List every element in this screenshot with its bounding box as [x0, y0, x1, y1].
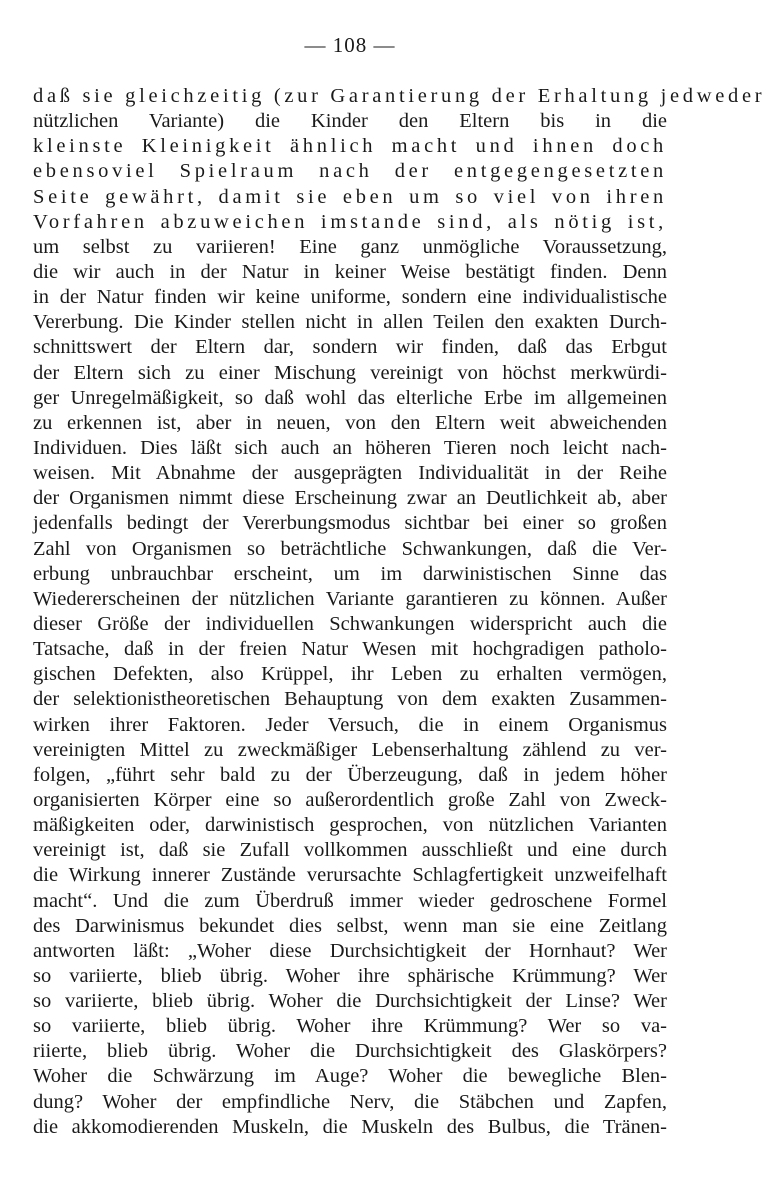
text-line: Individuen. Dies läßt sich auch an höheren Tieren noch leicht nach- — [33, 436, 667, 459]
text-line: zu erkennen ist, aber in neuen, von den Eltern weit abweichenden — [33, 411, 667, 434]
text-line: in der Natur finden wir keine uniforme, sondern eine individualistische — [33, 286, 667, 309]
page-number: — 108 — — [304, 33, 396, 57]
text-line: macht“. Und die zum Überdruß immer wieder gedroschene Formel — [33, 889, 667, 912]
text-line: riierte, blieb übrig. Woher die Durchsichtigkeit des Glaskörpers? — [33, 1040, 667, 1063]
text-line: jedenfalls bedingt der Vererbungsmodus sichtbar bei einer so großen — [33, 512, 667, 535]
text-line: wirken ihrer Faktoren. Jeder Versuch, die in einem Organismus — [33, 713, 667, 736]
text-line: der selektionistheoretischen Behauptung von dem exakten Zusammen- — [33, 688, 667, 711]
text-line: der Organismen nimmt diese Erscheinung zwar an Deutlichkeit ab, aber — [33, 487, 667, 510]
text-line: mäßigkeiten oder, darwinistisch gesprochen, von nützlichen Varianten — [33, 814, 667, 837]
text-line: Vererbung. Die Kinder stellen nicht in allen Teilen den exakten Durch- — [33, 311, 667, 334]
text-line: organisierten Körper eine so außerordentlich große Zahl von Zweck- — [33, 788, 667, 811]
text-line: daß sie gleichzeitig (zur Garantierung der Erhaltung jedweder — [33, 85, 765, 107]
text-line: die Wirkung innerer Zustände verursachte Schlagfertigkeit unzweifelhaft — [33, 864, 667, 887]
text-line: die wir auch in der Natur in keiner Weise bestätigt finden. Denn — [33, 260, 667, 283]
text-line: ebensoviel Spielraum nach der entgegengesetzten — [33, 160, 667, 183]
text-line: die akkomodierenden Muskeln, die Muskeln des Bulbus, die Tränen- — [33, 1115, 667, 1138]
text-line: nützlichen Variante) die Kinder den Eltern bis in die — [33, 110, 667, 133]
text-line: Woher die Schwärzung im Auge? Woher die bewegliche Blen- — [33, 1065, 667, 1088]
text-line: erbung unbrauchbar erscheint, um im darwinistischen Sinne das — [33, 562, 667, 585]
text-line: um selbst zu variieren! Eine ganz unmögliche Voraussetzung, — [33, 235, 667, 258]
text-line: Zahl von Organismen so beträchtliche Schwankungen, daß die Ver- — [33, 537, 667, 560]
text-line: Wiedererscheinen der nützlichen Variante garantieren zu können. Außer — [33, 587, 667, 610]
text-line: folgen, „führt sehr bald zu der Überzeugung, daß in jedem höher — [33, 763, 667, 786]
text-line: dung? Woher der empfindliche Nerv, die Stäbchen und Zapfen, — [33, 1090, 667, 1113]
text-line: kleinste Kleinigkeit ähnlich macht und ihnen doch — [33, 135, 667, 158]
text-line: gischen Defekten, also Krüppel, ihr Leben zu erhalten vermögen, — [33, 663, 667, 686]
text-line: Tatsache, daß in der freien Natur Wesen mit hochgradigen patholo- — [33, 638, 667, 661]
text-line: dieser Größe der individuellen Schwankungen widerspricht auch die — [33, 612, 667, 635]
text-line: weisen. Mit Abnahme der ausgeprägten Individualität in der Reihe — [33, 462, 667, 485]
text-line: der Eltern sich zu einer Mischung vereinigt von höchst merkwürdi- — [33, 361, 667, 384]
text-line: vereinigt ist, daß sie Zufall vollkommen ausschließt und eine durch — [33, 839, 667, 862]
text-line: des Darwinismus bekundet dies selbst, wenn man sie eine Zeitlang — [33, 914, 667, 937]
text-line: antworten läßt: „Woher diese Durchsichtigkeit der Hornhaut? Wer — [33, 939, 667, 962]
text-line: so variierte, blieb übrig. Woher ihre Krümmung? Wer so va- — [33, 1015, 667, 1038]
text-line: ger Unregelmäßigkeit, so daß wohl das elterliche Erbe im allgemeinen — [33, 386, 667, 409]
text-line: so variierte, blieb übrig. Woher ihre sphärische Krümmung? Wer — [33, 964, 667, 987]
body-text — [33, 84, 765, 1140]
text-line: Seite gewährt, damit sie eben um so viel von ihren — [33, 185, 667, 208]
text-line: Vorfahren abzuweichen imstande sind, als nötig ist, — [33, 210, 667, 233]
text-line: vereinigten Mittel zu zweckmäßiger Lebenserhaltung zählend zu ver- — [33, 738, 667, 761]
text-line: so variierte, blieb übrig. Woher die Durchsichtigkeit der Linse? Wer — [33, 990, 667, 1013]
text-line: schnittswert der Eltern dar, sondern wir finden, daß das Erbgut — [33, 336, 667, 359]
